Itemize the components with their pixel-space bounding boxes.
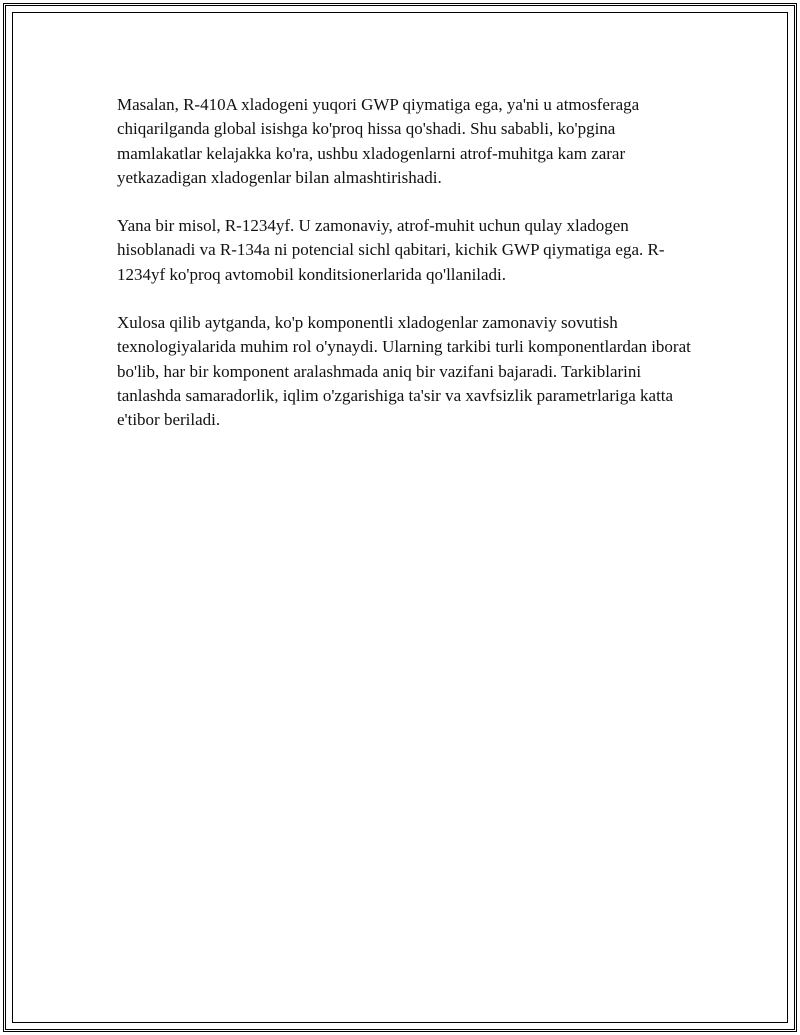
paragraph-r1234yf-example: Yana bir misol, R-1234yf. U zamonaviy, atrof-muhit uchun qulay xladogen hisoblanadi va R-134a ni potencial sichl qabitari, kichik GWP qiymatiga ega. R-1234yf ko'proq avtomobil konditsionerlarida qo'llaniladi. <box>117 216 665 284</box>
paragraph-conclusion: Xulosa qilib aytganda, ko'p komponentli xladogenlar zamonaviy sovutish texnologiyalarida muhim rol o'ynaydi. Ularning tarkibi turli komponentlardan iborat bo'lib, har bir komponent aralashmada aniq bir vazifani bajaradi. Tarkiblarini tanlashda samaradorlik, iqlim o'zgarishiga ta'sir va xavfsizlik parametrlariga katta e'tibor beriladi. <box>117 313 691 430</box>
paragraph-r410a-example: Masalan, R-410A xladogeni yuqori GWP qiymatiga ega, ya'ni u atmosferaga chiqarilganda global isishga ko'proq hissa qo'shadi. Shu sababli, ko'pgina mamlakatlar kelajakka ko'ra, ushbu xladogenlarni atrof-muhitga kam zarar yetkazadigan xladogenlar bilan almashtirishadi. <box>117 95 640 187</box>
document-body <box>117 93 692 457</box>
